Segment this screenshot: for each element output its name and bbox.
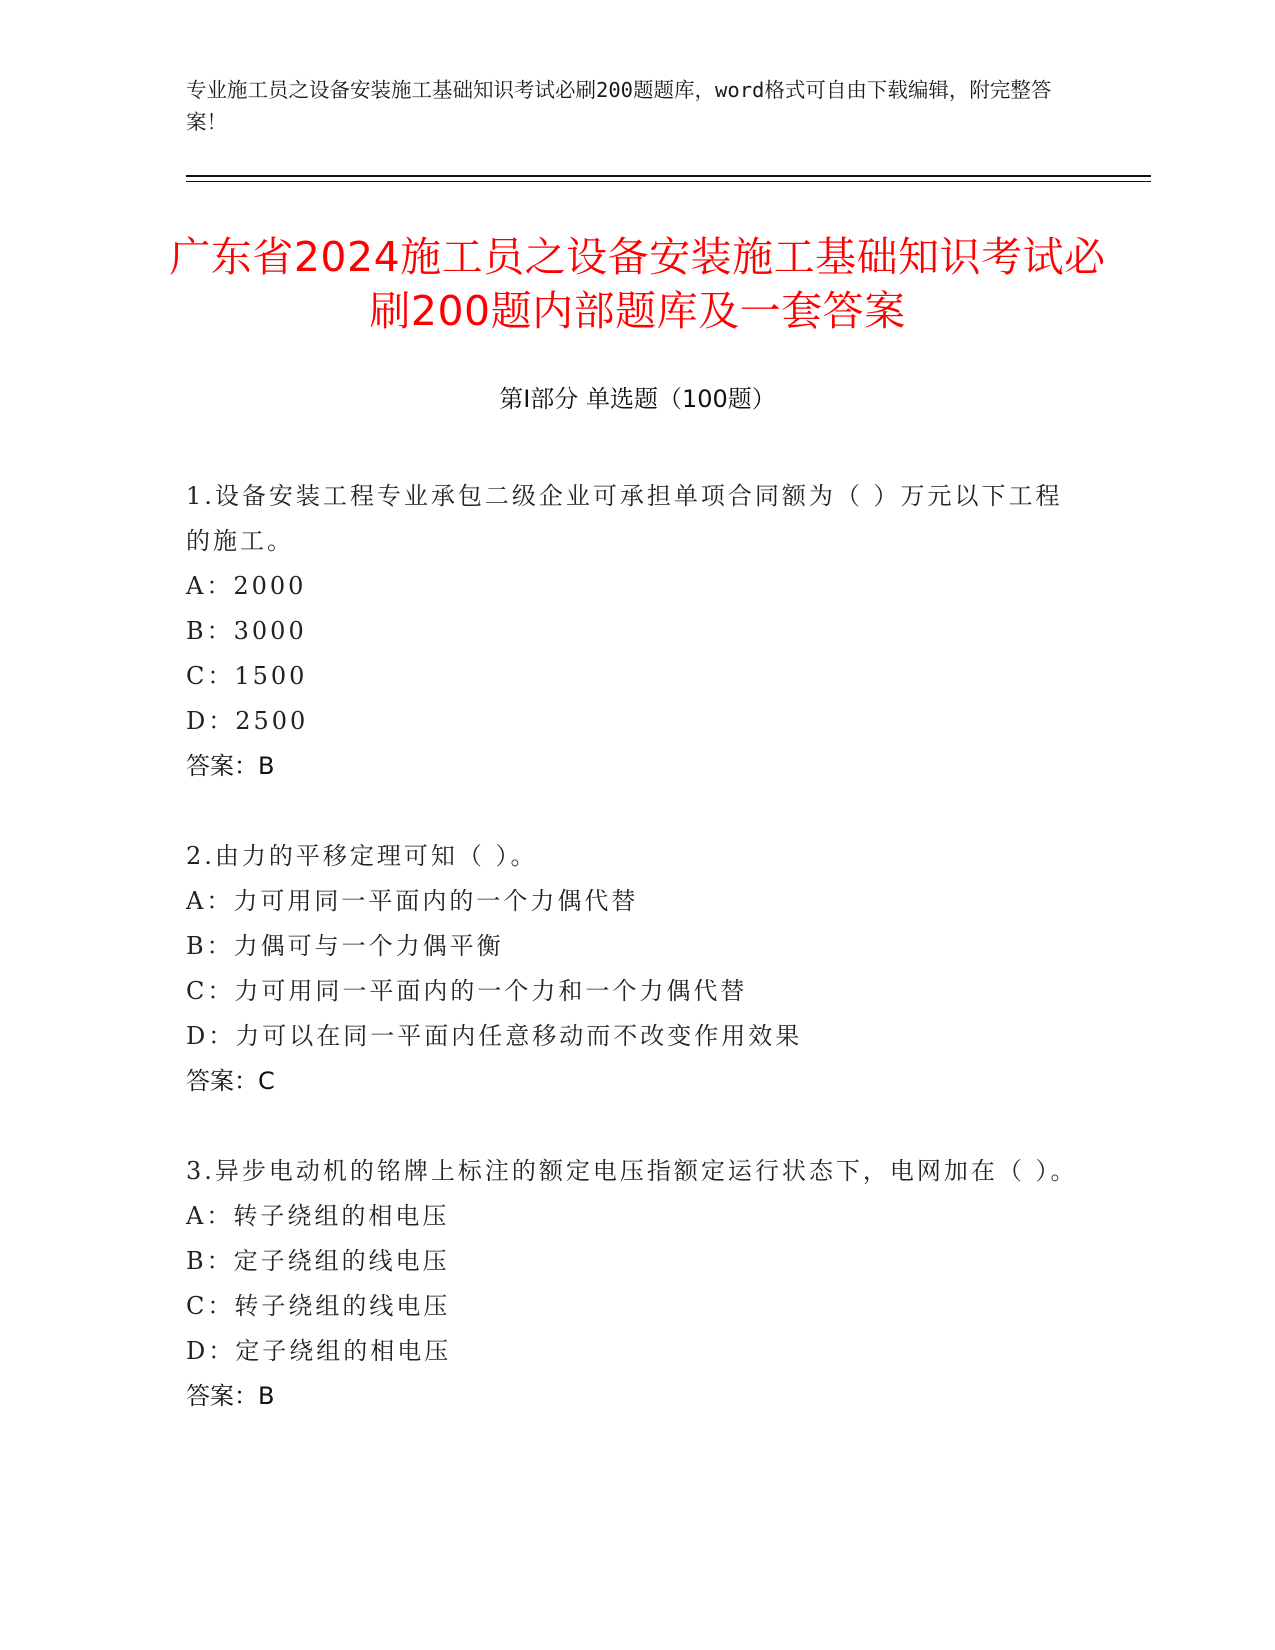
answer: 答案：C <box>186 1067 275 1095</box>
option-b: B：定子绕组的线电压 <box>186 1247 450 1275</box>
answer: 答案：B <box>186 752 275 780</box>
question-stem: 1.设备安装工程专业承包二级企业可承担单项合同额为（ ）万元以下工程的施工。 <box>186 482 1063 555</box>
option-c: C：力可用同一平面内的一个力和一个力偶代替 <box>186 977 748 1005</box>
question-list <box>186 474 1086 1464</box>
question-stem: 2.由力的平移定理可知（ ）。 <box>186 842 538 870</box>
option-b: B：3000 <box>186 617 307 645</box>
option-a: A：2000 <box>186 572 307 600</box>
question-3 <box>186 1149 1086 1419</box>
option-d: D：定子绕组的相电压 <box>186 1337 452 1365</box>
option-a: A：力可用同一平面内的一个力偶代替 <box>186 887 639 915</box>
option-d: D：力可以在同一平面内任意移动而不改变作用效果 <box>186 1022 803 1050</box>
header-divider-thin <box>186 181 1151 182</box>
question-2 <box>186 834 1086 1104</box>
section-title: 第Ⅰ部分 单选题（100题） <box>499 385 776 413</box>
document-title: 广东省2024施工员之设备安装施工基础知识考试必刷200题内部题库及一套答案 <box>169 233 1106 335</box>
header-divider-thick <box>186 175 1151 177</box>
option-d: D：2500 <box>186 707 309 735</box>
answer: 答案：B <box>186 1382 275 1410</box>
header-note: 专业施工员之设备安装施工基础知识考试必刷200题题库，word格式可自由下载编辑，附完整答案！ <box>186 78 1052 134</box>
question-1 <box>186 474 1086 789</box>
option-b: B：力偶可与一个力偶平衡 <box>186 932 504 960</box>
option-a: A：转子绕组的相电压 <box>186 1202 450 1230</box>
option-c: C：转子绕组的线电压 <box>186 1292 451 1320</box>
option-c: C：1500 <box>186 662 308 690</box>
question-stem: 3.异步电动机的铭牌上标注的额定电压指额定运行状态下，电网加在（ ）。 <box>186 1157 1078 1185</box>
